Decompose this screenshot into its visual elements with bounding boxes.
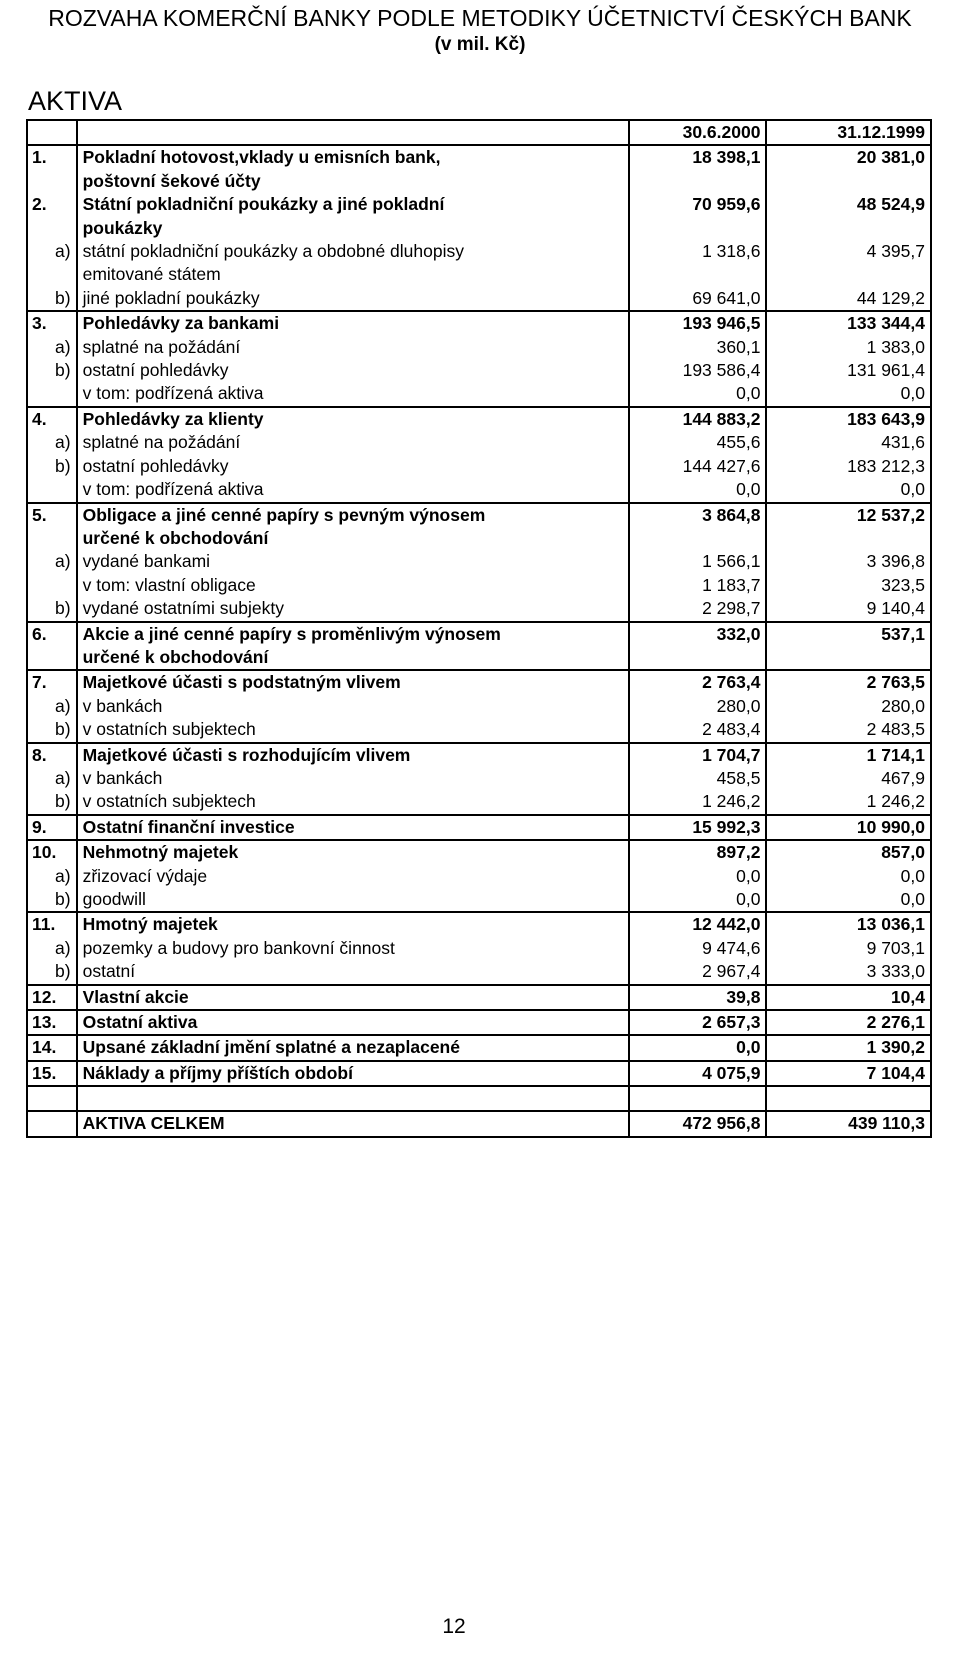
row-number: 13.: [27, 1010, 77, 1035]
row-label: [77, 407, 629, 431]
row-value-date2: 3 396,8: [766, 550, 931, 573]
table-row: [27, 193, 931, 240]
row-number: b): [27, 455, 77, 478]
row-value-date2: 3 333,0: [766, 960, 931, 984]
row-label: [77, 1035, 629, 1060]
row-value-date1: 70 959,6: [629, 193, 767, 240]
row-value-date1: 1 318,6: [629, 240, 767, 287]
row-value-date2: 857,0: [766, 840, 931, 864]
row-label-line: ostatní pohledávky: [82, 455, 229, 476]
row-number: 9.: [27, 815, 77, 840]
row-value-date2: 12 537,2: [766, 503, 931, 551]
table-row: [27, 790, 931, 814]
row-label-line: pozemky a budovy pro bankovní činnost: [82, 937, 395, 958]
table-header-row: [27, 120, 931, 145]
row-label-line: Upsané základní jmění splatné a nezaplacené: [82, 1037, 460, 1058]
row-label-line: v bankách: [82, 695, 163, 716]
row-label: [77, 503, 629, 551]
row-value-date1: 1 246,2: [629, 790, 767, 814]
row-label: [77, 287, 629, 311]
row-value-date2: 13 036,1: [766, 912, 931, 936]
row-number: 14.: [27, 1035, 77, 1060]
row-label: [77, 382, 629, 406]
row-label: [77, 597, 629, 621]
row-number: 4.: [27, 407, 77, 431]
row-label-line: zřizovací výdaje: [82, 865, 208, 886]
table-row: [27, 912, 931, 936]
row-label-line: splatné na požádání: [82, 336, 241, 357]
row-label: [77, 574, 629, 597]
row-label-line: Akcie a jiné cenné papíry s proměnlivým výnosem: [82, 623, 501, 644]
row-label: [77, 767, 629, 790]
row-value-date1: 2 763,4: [629, 670, 767, 694]
row-value-date1: 193 946,5: [629, 311, 767, 335]
row-value-date1: 18 398,1: [629, 145, 767, 193]
row-value-date2: 2 276,1: [766, 1010, 931, 1035]
table-row: [27, 455, 931, 478]
table-row: [27, 888, 931, 912]
row-label-line: poukázky: [82, 217, 163, 238]
row-label: [77, 240, 629, 287]
row-label: [77, 790, 629, 814]
row-label-line: vydané bankami: [82, 551, 211, 572]
row-label: [77, 455, 629, 478]
row-value-date1: 1 183,7: [629, 574, 767, 597]
row-value-date1: 2 483,4: [629, 718, 767, 742]
table-row: [27, 1010, 931, 1035]
row-label: [77, 865, 629, 888]
header-label-cell: [77, 120, 629, 145]
row-label: [77, 743, 629, 767]
row-label-line: poštovní šekové účty: [82, 170, 261, 191]
row-label-line: v ostatních subjektech: [82, 791, 256, 812]
row-value-date1: 0,0: [629, 1035, 767, 1060]
row-number: 8.: [27, 743, 77, 767]
row-label-line: Obligace a jiné cenné papíry s pevným výnosem: [82, 504, 486, 525]
row-value-date2: 0,0: [766, 888, 931, 912]
row-value-date1: 897,2: [629, 840, 767, 864]
total-value-date1: 472 956,8: [629, 1111, 767, 1136]
row-value-date1: 12 442,0: [629, 912, 767, 936]
row-label-line: Ostatní finanční investice: [82, 816, 295, 837]
row-number: b): [27, 287, 77, 311]
row-value-date1: 332,0: [629, 622, 767, 671]
row-number: 1.: [27, 145, 77, 193]
row-value-date1: 15 992,3: [629, 815, 767, 840]
row-number: b): [27, 597, 77, 621]
row-number: a): [27, 937, 77, 960]
row-value-date2: 0,0: [766, 478, 931, 502]
table-row: [27, 718, 931, 742]
table-row: [27, 336, 931, 359]
row-label: [77, 431, 629, 454]
table-row: [27, 478, 931, 502]
row-number: [27, 382, 77, 406]
table-row: [27, 431, 931, 454]
blank-cell: [77, 1086, 629, 1111]
table-row: [27, 240, 931, 287]
row-value-date2: 48 524,9: [766, 193, 931, 240]
row-value-date1: 3 864,8: [629, 503, 767, 551]
row-label-line: v bankách: [82, 767, 163, 788]
row-label: [77, 193, 629, 240]
row-number: a): [27, 336, 77, 359]
row-number: a): [27, 431, 77, 454]
row-label: [77, 1061, 629, 1086]
row-number: 6.: [27, 622, 77, 671]
row-label-line: v tom: podřízená aktiva: [82, 479, 264, 500]
table-row: [27, 359, 931, 382]
row-value-date2: 7 104,4: [766, 1061, 931, 1086]
row-value-date1: 0,0: [629, 382, 767, 406]
row-number: a): [27, 240, 77, 287]
table-row: [27, 1061, 931, 1086]
row-number: a): [27, 695, 77, 718]
row-label: [77, 695, 629, 718]
row-value-date2: 131 961,4: [766, 359, 931, 382]
row-number: [27, 478, 77, 502]
page-number: 12: [442, 1615, 466, 1638]
balance-sheet-table: [26, 119, 932, 1138]
row-label: [77, 937, 629, 960]
table-row: [27, 503, 931, 551]
table-row: [27, 597, 931, 621]
row-label-line: Hmotný majetek: [82, 914, 218, 935]
table-row: [27, 1035, 931, 1060]
row-label: [77, 985, 629, 1010]
row-number: b): [27, 960, 77, 984]
row-value-date2: 4 395,7: [766, 240, 931, 287]
row-label-line: Majetkové účasti s rozhodujícím vlivem: [82, 744, 411, 765]
row-label-line: vydané ostatními subjekty: [82, 598, 284, 619]
row-label: [77, 840, 629, 864]
row-label: [77, 670, 629, 694]
row-value-date2: 2 763,5: [766, 670, 931, 694]
row-value-date2: 1 714,1: [766, 743, 931, 767]
row-value-date1: 144 883,2: [629, 407, 767, 431]
row-label-line: Pohledávky za klienty: [82, 408, 264, 429]
row-label: [77, 145, 629, 193]
row-value-date2: 1 390,2: [766, 1035, 931, 1060]
table-row: [27, 985, 931, 1010]
row-label: [77, 815, 629, 840]
blank-cell: [629, 1086, 767, 1111]
row-value-date1: 69 641,0: [629, 287, 767, 311]
row-label: [77, 622, 629, 671]
row-value-date2: 10,4: [766, 985, 931, 1010]
row-label: [77, 478, 629, 502]
row-number: 3.: [27, 311, 77, 335]
row-value-date1: 1 566,1: [629, 550, 767, 573]
table-row: [27, 670, 931, 694]
table-row: [27, 311, 931, 335]
table-row: [27, 960, 931, 984]
row-label: [77, 718, 629, 742]
row-number: 11.: [27, 912, 77, 936]
row-value-date1: 193 586,4: [629, 359, 767, 382]
row-number: a): [27, 865, 77, 888]
row-label-line: Pohledávky za bankami: [82, 313, 280, 334]
row-value-date1: 1 704,7: [629, 743, 767, 767]
row-number: 15.: [27, 1061, 77, 1086]
row-value-date1: 455,6: [629, 431, 767, 454]
table-row: [27, 287, 931, 311]
row-value-date1: 0,0: [629, 478, 767, 502]
row-value-date1: 0,0: [629, 888, 767, 912]
row-value-date2: 20 381,0: [766, 145, 931, 193]
report-title: ROZVAHA KOMERČNÍ BANKY PODLE METODIKY ÚČETNICTVÍ ČESKÝCH BANK: [48, 5, 912, 31]
row-value-date2: 2 483,5: [766, 718, 931, 742]
row-value-date2: 1 383,0: [766, 336, 931, 359]
row-label: [77, 960, 629, 984]
table-row: [27, 574, 931, 597]
row-value-date1: 2 657,3: [629, 1010, 767, 1035]
row-number: 5.: [27, 503, 77, 551]
row-label-line: ostatní: [82, 961, 136, 982]
row-value-date1: 458,5: [629, 767, 767, 790]
row-value-date1: 2 967,4: [629, 960, 767, 984]
row-label-line: v tom: podřízená aktiva: [82, 383, 264, 404]
row-label-line: určené k obchodování: [82, 527, 269, 548]
blank-cell: [766, 1086, 931, 1111]
table-row: [27, 695, 931, 718]
row-label: [77, 888, 629, 912]
table-row: [27, 937, 931, 960]
row-number: [27, 574, 77, 597]
row-number: b): [27, 718, 77, 742]
row-label-line: jiné pokladní poukázky: [82, 287, 260, 308]
table-row: [27, 743, 931, 767]
row-label: [77, 336, 629, 359]
header-no-cell: [27, 120, 77, 145]
row-label-line: Pokladní hotovost,vklady u emisních bank,: [82, 147, 441, 168]
table-row: [27, 865, 931, 888]
row-label: [77, 550, 629, 573]
row-value-date2: 183 643,9: [766, 407, 931, 431]
row-label-line: Náklady a příjmy příštích období: [82, 1062, 353, 1083]
row-value-date2: 10 990,0: [766, 815, 931, 840]
row-number: 7.: [27, 670, 77, 694]
row-number: b): [27, 888, 77, 912]
table-row: [27, 407, 931, 431]
row-number: 12.: [27, 985, 77, 1010]
row-value-date2: 9 140,4: [766, 597, 931, 621]
report-subtitle-units: (v mil. Kč): [434, 34, 526, 55]
row-value-date2: 537,1: [766, 622, 931, 671]
row-value-date2: 133 344,4: [766, 311, 931, 335]
row-value-date1: 39,8: [629, 985, 767, 1010]
table-row: [27, 382, 931, 406]
row-label-line: splatné na požádání: [82, 432, 241, 453]
section-heading: AKTIVA: [28, 86, 123, 116]
row-label-line: emitované státem: [82, 264, 221, 285]
row-label: [77, 1010, 629, 1035]
row-label-line: Vlastní akcie: [82, 986, 189, 1007]
row-value-date1: 2 298,7: [629, 597, 767, 621]
table-row: [27, 767, 931, 790]
row-value-date2: 1 246,2: [766, 790, 931, 814]
column-header-date1: 30.6.2000: [629, 120, 767, 145]
column-header-date2: 31.12.1999: [766, 120, 931, 145]
row-value-date2: 44 129,2: [766, 287, 931, 311]
table-row: [27, 840, 931, 864]
row-value-date2: 431,6: [766, 431, 931, 454]
row-value-date1: 0,0: [629, 865, 767, 888]
row-label-line: Nehmotný majetek: [82, 842, 239, 863]
row-number: 2.: [27, 193, 77, 240]
row-number: a): [27, 767, 77, 790]
row-number: 10.: [27, 840, 77, 864]
row-label-line: ostatní pohledávky: [82, 360, 229, 381]
row-label-line: v tom: vlastní obligace: [82, 574, 256, 595]
row-value-date2: 467,9: [766, 767, 931, 790]
row-label-line: v ostatních subjektech: [82, 719, 256, 740]
row-number: b): [27, 359, 77, 382]
row-value-date2: 323,5: [766, 574, 931, 597]
row-value-date1: 4 075,9: [629, 1061, 767, 1086]
table-row: [27, 622, 931, 671]
table-row: [27, 815, 931, 840]
row-value-date2: 0,0: [766, 865, 931, 888]
table-row: [27, 145, 931, 193]
row-label-line: goodwill: [82, 889, 146, 909]
row-value-date1: 360,1: [629, 336, 767, 359]
table-row: [27, 550, 931, 573]
row-value-date2: 280,0: [766, 695, 931, 718]
row-label-line: Majetkové účasti s podstatným vlivem: [82, 672, 401, 693]
row-label-line: určené k obchodování: [82, 646, 269, 667]
row-number: b): [27, 790, 77, 814]
row-label-line: státní pokladniční poukázky a obdobné dluhopisy: [82, 241, 464, 262]
row-value-date1: 280,0: [629, 695, 767, 718]
blank-row: [27, 1086, 931, 1111]
total-label: AKTIVA CELKEM: [77, 1111, 629, 1136]
total-row: [27, 1111, 931, 1136]
row-label: [77, 359, 629, 382]
row-label-line: Ostatní aktiva: [82, 1012, 198, 1033]
row-value-date1: 9 474,6: [629, 937, 767, 960]
row-value-date2: 183 212,3: [766, 455, 931, 478]
row-value-date1: 144 427,6: [629, 455, 767, 478]
blank-cell: [27, 1086, 77, 1111]
row-value-date2: 0,0: [766, 382, 931, 406]
row-label-line: Státní pokladniční poukázky a jiné pokladní: [82, 194, 445, 215]
total-value-date2: 439 110,3: [766, 1111, 931, 1136]
row-value-date2: 9 703,1: [766, 937, 931, 960]
total-no-cell: [27, 1111, 77, 1136]
row-number: a): [27, 550, 77, 573]
row-label: [77, 311, 629, 335]
row-label: [77, 912, 629, 936]
